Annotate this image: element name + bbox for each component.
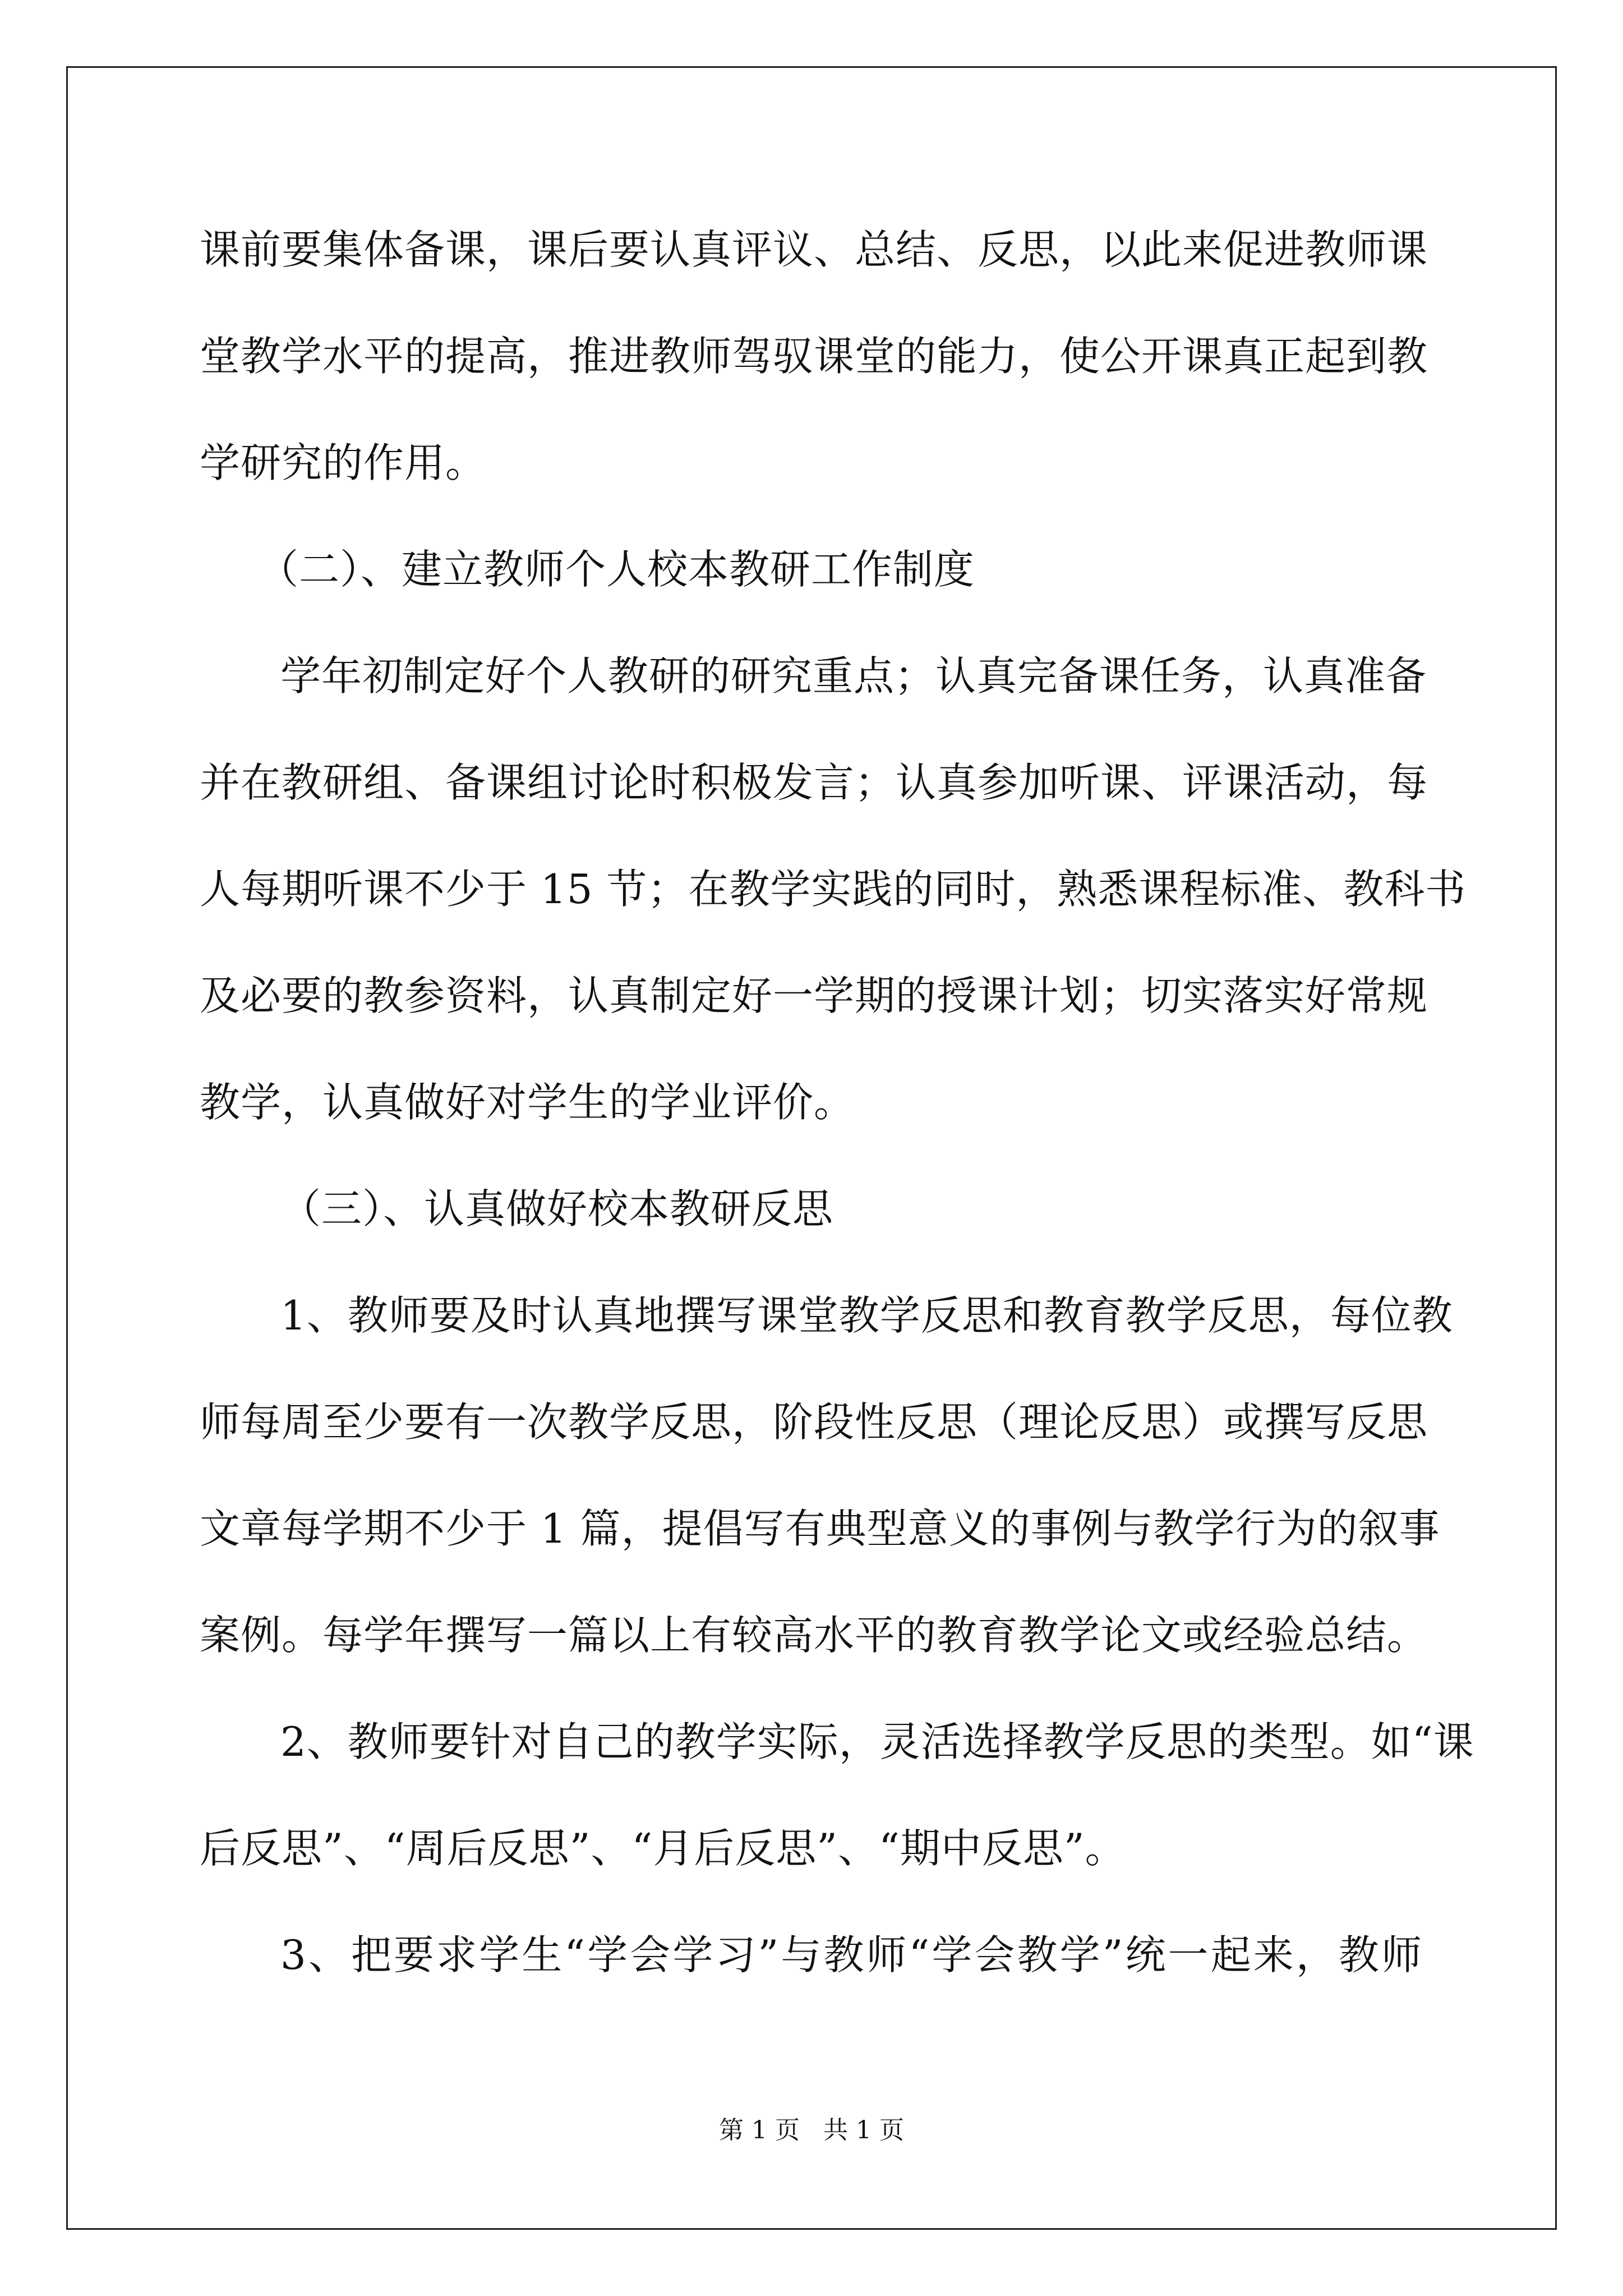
page-footer <box>0 2114 1623 2147</box>
text-line: 案例。每学年撰写一篇以上有较高水平的教育教学论文或经验总结。 <box>200 1612 1428 1659</box>
text-line: 堂教学水平的提高，推进教师驾驭课堂的能力，使公开课真正起到教 <box>200 333 1428 380</box>
section-heading: （二）、建立教师个人校本教研工作制度 <box>258 546 975 593</box>
text-line: 学年初制定好个人教研的研究重点；认真完备课任务，认真准备 <box>280 652 1427 700</box>
text-line: 1、教师要及时认真地撰写课堂教学反思和教育教学反思，每位教 <box>280 1292 1453 1339</box>
page-number: 第 1 页 <box>719 2116 800 2145</box>
text-line: 师每周至少要有一次教学反思，阶段性反思（理论反思）或撰写反思 <box>200 1398 1428 1446</box>
text-line: 并在教研组、备课组讨论时积极发言；认真参加听课、评课活动，每 <box>200 759 1428 806</box>
text-line: 后反思”、“周后反思”、“月后反思”、“期中反思”。 <box>200 1825 1126 1872</box>
text-line: 学研究的作用。 <box>200 439 487 486</box>
text-line: 人每期听课不少于 15 节；在教学实践的同时，熟悉课程标准、教科书 <box>200 866 1467 913</box>
text-line: 3、把要求学生“学会学习”与教师“学会教学”统一起来，教师 <box>280 1931 1422 1978</box>
page-total: 共 1 页 <box>823 2116 904 2145</box>
text-line: 教学，认真做好对学生的学业评价。 <box>200 1079 855 1126</box>
section-heading: （三）、认真做好校本教研反思 <box>280 1185 834 1232</box>
text-line: 文章每学期不少于 1 篇，提倡写有典型意义的事例与教学行为的叙事 <box>200 1505 1440 1552</box>
text-line: 及必要的教参资料，认真制定好一学期的授课计划；切实落实好常规 <box>200 972 1428 1019</box>
text-line: 课前要集体备课，课后要认真评议、总结、反思，以此来促进教师课 <box>200 226 1428 273</box>
text-line: 2、教师要针对自己的教学实际，灵活选择教学反思的类型。如“课 <box>280 1718 1474 1765</box>
page-border <box>66 66 1557 2230</box>
